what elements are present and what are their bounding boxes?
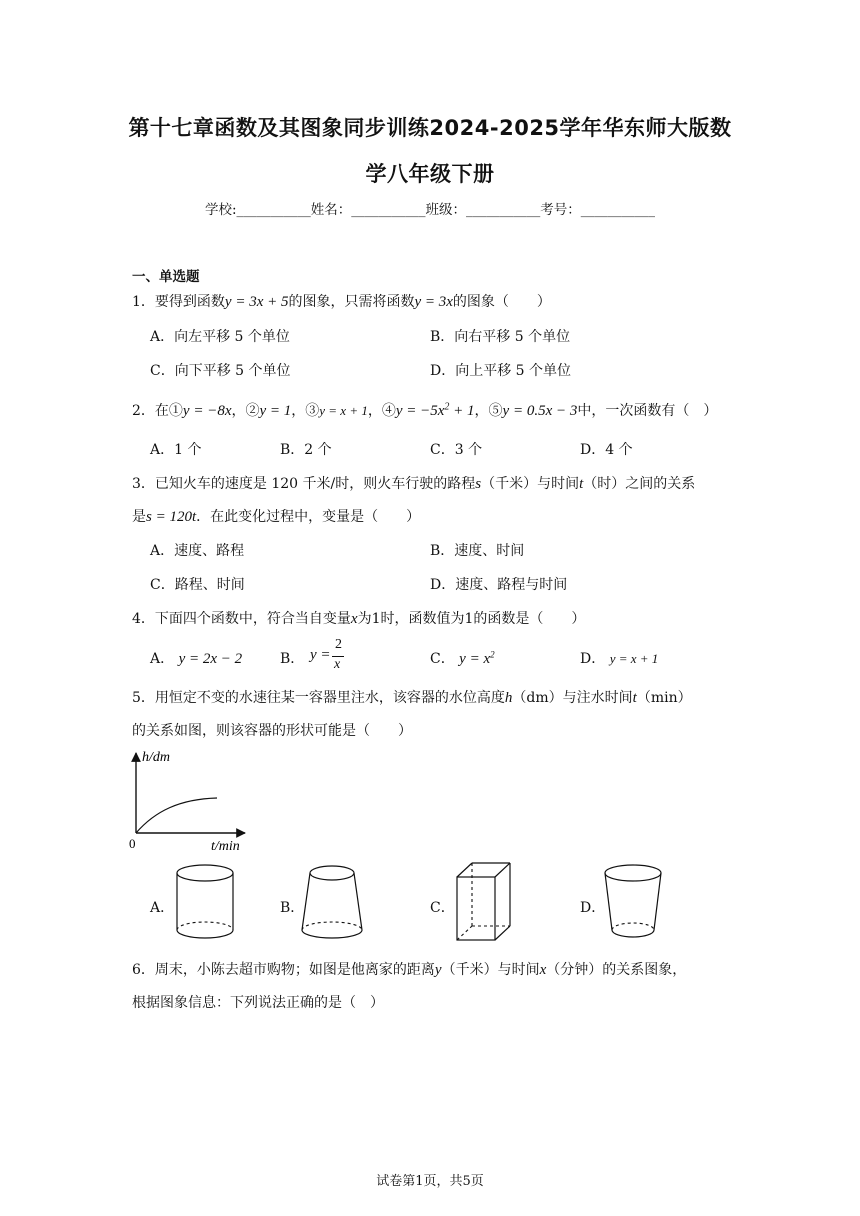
q5-option-a-label: A． xyxy=(150,900,175,916)
q3-option-b: B．速度、时间 xyxy=(430,543,525,559)
q6-var-x: x xyxy=(539,962,547,978)
q2-formula-3: y = x + 1 xyxy=(319,403,368,418)
student-info-line: 学校:___________姓名：___________班级：___________考号：___________ xyxy=(204,202,656,218)
q6-var-y: y xyxy=(434,962,442,978)
q2-option-b: B．2 个 xyxy=(280,442,332,458)
q4-option-c xyxy=(430,648,495,668)
q2-formula-4b: + 1 xyxy=(449,403,475,419)
q1-option-c: C．向下平移 5 个单位 xyxy=(150,363,291,379)
question-5-line2: 的关系如图，则该容器的形状可能是（ ） xyxy=(132,723,412,739)
q3-text-b: （千米）与时间 xyxy=(481,476,580,492)
q3-text-d: 是 xyxy=(132,509,146,525)
q4-option-b-denominator: x xyxy=(334,657,341,672)
q1-text-b: 的图象，只需将函数 xyxy=(288,294,415,310)
q3-var-s: s xyxy=(475,476,482,492)
q4-option-d-formula: y = x + 1 xyxy=(609,651,659,666)
q5-text-a: 5．用恒定不变的水速往某一容器里注水，该容器的水位高度 xyxy=(132,690,505,706)
page-footer: 试卷第1页，共5页 xyxy=(376,1174,484,1189)
q4-var-x: x xyxy=(350,611,358,627)
question-4-stem xyxy=(132,608,585,628)
q4-option-a-formula: y = 2x − 2 xyxy=(178,651,243,667)
q1-option-a: A．向左平移 5 个单位 xyxy=(150,329,290,345)
q4-text-b: 为1时，函数值为1的函数是（ ） xyxy=(357,611,586,627)
q2-text-3: ，③ xyxy=(291,403,320,419)
q3-option-d: D．速度、路程与时间 xyxy=(430,577,568,593)
page-title-line1: 第十七章函数及其图象同步训练2024-2025学年华东师大版数 xyxy=(128,116,732,140)
q5-option-d-label: D． xyxy=(580,900,606,916)
graph-origin-label: 0 xyxy=(129,836,136,851)
question-6-line1 xyxy=(132,959,686,979)
q5-text-b: （dm）与注水时间 xyxy=(512,690,633,706)
q4-option-c-exponent: 2 xyxy=(490,649,495,660)
q5-water-level-graph xyxy=(125,745,255,855)
graph-x-label: t/min xyxy=(211,839,240,854)
q5-option-b-frustum-wide-bottom xyxy=(297,862,367,944)
q4-option-d xyxy=(580,648,658,668)
q6-text-b: （千米）与时间 xyxy=(441,962,540,978)
q5-option-c-label: C． xyxy=(430,900,455,916)
question-3-line1 xyxy=(132,473,695,493)
q1-option-d: D．向上平移 5 个单位 xyxy=(430,363,572,379)
q5-option-d-frustum-wide-top xyxy=(600,862,666,944)
q2-formula-1: y = −8x xyxy=(182,403,232,419)
q5-option-b-label: B． xyxy=(280,900,305,916)
q4-option-b-lhs: y = xyxy=(310,647,331,663)
q1-formula-1: y = 3x + 5 xyxy=(224,294,289,310)
q5-var-h: h xyxy=(504,690,513,706)
q2-text-2: ，② xyxy=(231,403,260,419)
question-1-stem xyxy=(132,291,551,311)
q3-text-e: ．在此变化过程中，变量是（ ） xyxy=(196,509,421,525)
q3-text-a: 3．已知火车的速度是 120 千米/时，则火车行驶的路程 xyxy=(132,476,476,492)
q5-text-c: （min） xyxy=(636,690,692,706)
q2-text-4: ，④ xyxy=(367,403,396,419)
q3-var-t: t xyxy=(579,476,584,492)
q6-text-c: （分钟）的关系图象， xyxy=(546,962,687,978)
q4-option-c-formula: y = x xyxy=(459,651,491,667)
q4-option-b-numerator: 2 xyxy=(335,637,342,652)
q1-text-a: 1．要得到函数 xyxy=(132,294,225,310)
graph-y-label: h/dm xyxy=(142,750,170,765)
q2-formula-4a: y = −5x xyxy=(395,403,445,419)
q2-text-5: ，⑤ xyxy=(474,403,503,419)
q4-option-b-label: B． xyxy=(280,651,305,667)
question-6-line2: 根据图象信息：下列说法正确的是（ ） xyxy=(132,995,384,1011)
q2-formula-2: y = 1 xyxy=(259,403,292,419)
q2-option-d: D．4 个 xyxy=(580,442,633,458)
page-title-line2: 学八年级下册 xyxy=(365,162,495,186)
section-title: 一、单选题 xyxy=(132,269,200,285)
q5-option-a-cylinder xyxy=(172,862,238,944)
q4-option-a-label: A． xyxy=(150,651,175,667)
q3-option-a: A．速度、路程 xyxy=(150,543,245,559)
q1-option-b: B．向右平移 5 个单位 xyxy=(430,329,571,345)
q3-text-c: （时）之间的关系 xyxy=(583,476,696,492)
question-3-line2 xyxy=(132,506,420,526)
question-2-stem xyxy=(132,400,717,420)
q2-formula-5: y = 0.5x − 3 xyxy=(502,403,578,419)
q5-option-c-rectangular-prism xyxy=(450,857,516,947)
q5-var-t: t xyxy=(632,690,637,706)
q2-text-1: 2．在① xyxy=(132,403,183,419)
q6-text-a: 6．周末，小陈去超市购物；如图是他离家的距离 xyxy=(132,962,435,978)
q2-option-c: C．3 个 xyxy=(430,442,483,458)
q4-option-a xyxy=(150,648,242,668)
q1-formula-2: y = 3x xyxy=(414,294,453,310)
q4-option-c-label: C． xyxy=(430,651,455,667)
q4-option-d-label: D． xyxy=(580,651,606,667)
q3-formula: s = 120t xyxy=(146,509,197,525)
q2-formula-4-exponent: 2 xyxy=(444,401,450,413)
q4-text-a: 4．下面四个函数中，符合当自变量 xyxy=(132,611,351,627)
q2-text-6: 中，一次函数有（ ） xyxy=(577,403,718,419)
graph-curve xyxy=(136,798,217,833)
q2-option-a: A．1 个 xyxy=(150,442,202,458)
q1-text-c: 的图象（ ） xyxy=(452,294,551,310)
q3-option-c: C．路程、时间 xyxy=(150,577,245,593)
question-5-line1 xyxy=(132,687,692,707)
